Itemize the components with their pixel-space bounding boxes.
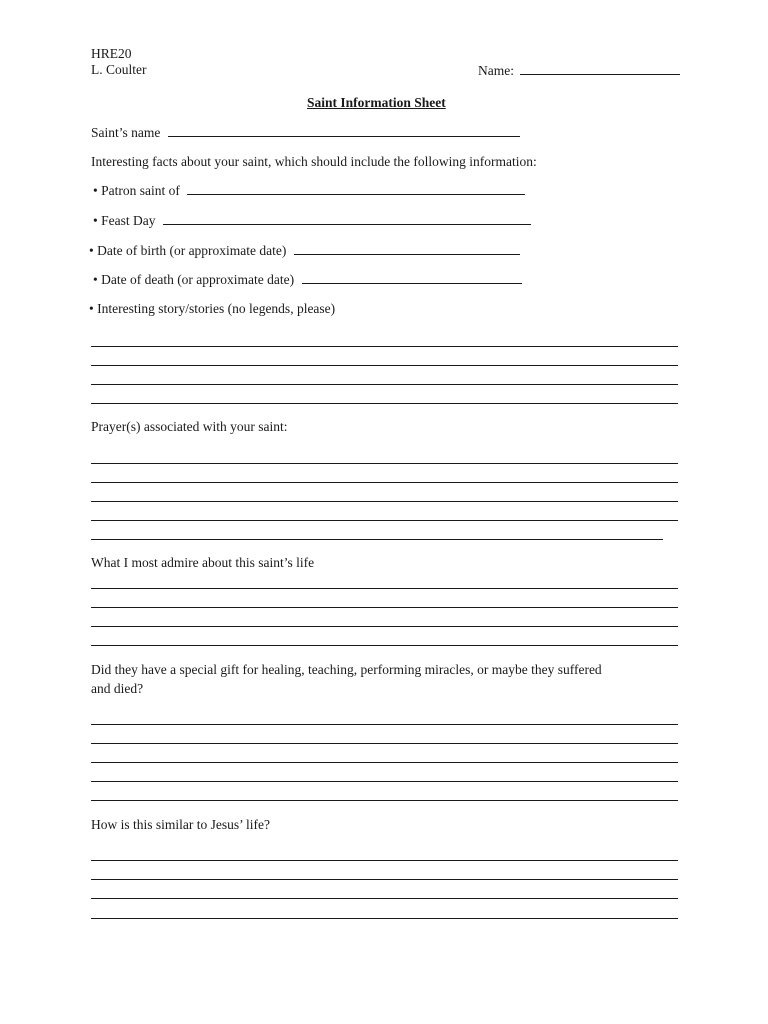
admire-answer-line[interactable] xyxy=(91,607,678,608)
saint-name-label: Saint’s name xyxy=(91,125,161,140)
prayers-answer-line[interactable] xyxy=(91,482,678,483)
prayers-question: Prayer(s) associated with your saint: xyxy=(91,419,288,434)
story-answer-line[interactable] xyxy=(91,346,678,347)
feast-field[interactable] xyxy=(93,212,531,229)
birth-blank[interactable] xyxy=(294,242,520,255)
death-blank[interactable] xyxy=(302,271,522,284)
story-answer-line[interactable] xyxy=(91,384,678,385)
patron-label: • Patron saint of xyxy=(93,183,180,198)
gift-question-line2: and died? xyxy=(91,681,144,696)
admire-answer-line[interactable] xyxy=(91,645,678,646)
saint-name-blank[interactable] xyxy=(168,124,520,137)
admire-answer-line[interactable] xyxy=(91,626,678,627)
teacher-name: L. Coulter xyxy=(91,62,147,77)
story-answer-line[interactable] xyxy=(91,365,678,366)
gift-answer-line[interactable] xyxy=(91,743,678,744)
feast-label: • Feast Day xyxy=(93,213,156,228)
story-answer-line[interactable] xyxy=(91,403,678,404)
death-field[interactable] xyxy=(93,271,522,288)
admire-answer-line[interactable] xyxy=(91,588,678,589)
prayers-answer-line[interactable] xyxy=(91,520,678,521)
page-title: Saint Information Sheet xyxy=(307,95,446,110)
prayers-answer-line[interactable] xyxy=(91,501,678,502)
gift-answer-line[interactable] xyxy=(91,762,678,763)
gift-question-line1: Did they have a special gift for healing, teaching, performing miracles, or maybe they suffered xyxy=(91,662,602,677)
saint-name-field[interactable] xyxy=(91,124,520,141)
prayers-answer-line[interactable] xyxy=(91,463,678,464)
course-code: HRE20 xyxy=(91,46,132,61)
prayers-answer-line[interactable] xyxy=(91,539,663,540)
gift-answer-line[interactable] xyxy=(91,724,678,725)
story-label: • Interesting story/stories (no legends, please) xyxy=(89,301,336,316)
birth-field[interactable] xyxy=(89,242,520,259)
name-blank[interactable] xyxy=(520,62,680,75)
birth-label: • Date of birth (or approximate date) xyxy=(89,243,287,258)
death-label: • Date of death (or approximate date) xyxy=(93,272,295,287)
jesus-answer-line[interactable] xyxy=(91,898,678,899)
gift-answer-line[interactable] xyxy=(91,781,678,782)
jesus-answer-line[interactable] xyxy=(91,879,678,880)
admire-question: What I most admire about this saint’s life xyxy=(91,555,315,570)
jesus-question: How is this similar to Jesus’ life? xyxy=(91,817,270,832)
jesus-answer-line[interactable] xyxy=(91,860,678,861)
student-name-field[interactable] xyxy=(478,62,680,79)
facts-intro: Interesting facts about your saint, which should include the following information: xyxy=(91,154,537,169)
jesus-answer-line[interactable] xyxy=(91,918,678,919)
gift-answer-line[interactable] xyxy=(91,800,678,801)
feast-blank[interactable] xyxy=(163,212,531,225)
name-label: Name: xyxy=(478,63,514,78)
patron-blank[interactable] xyxy=(187,182,525,195)
patron-field[interactable] xyxy=(93,182,525,199)
